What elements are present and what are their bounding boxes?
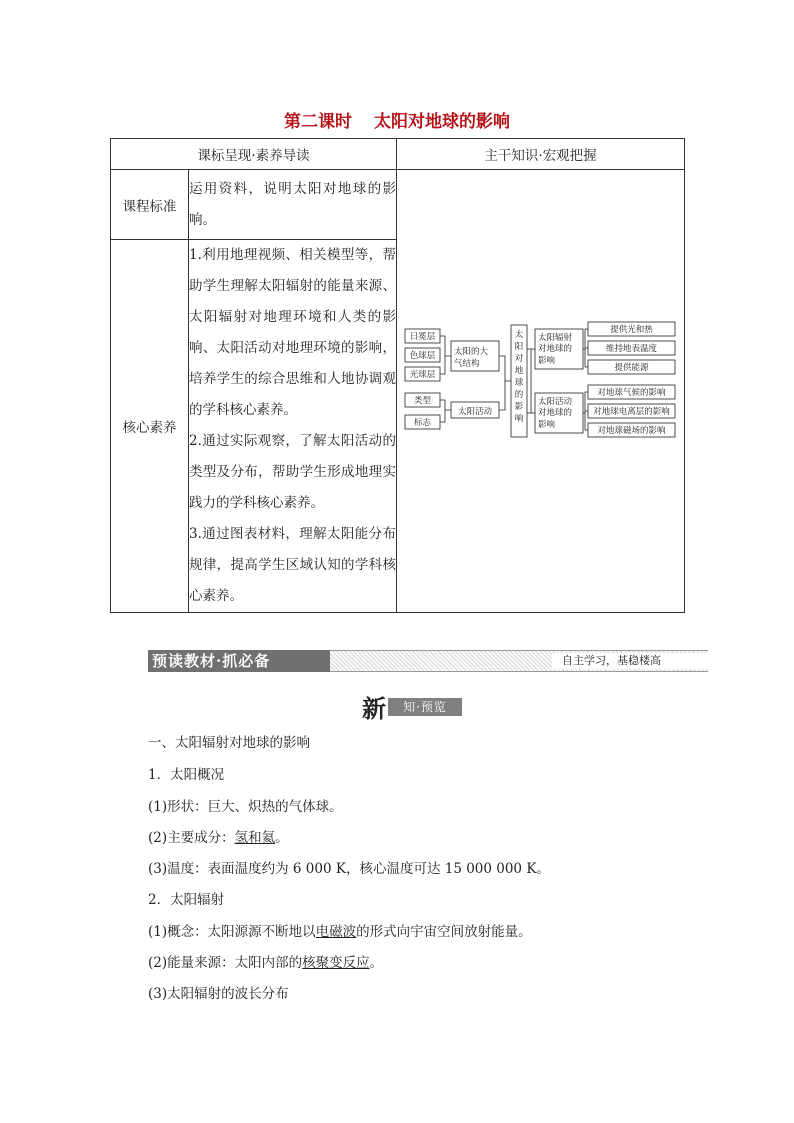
radiation-concept: (1)概念：太阳源源不断地以电磁波的形式向宇宙空间放射能量。 [148,924,532,940]
leaf-climate: 对地球气候的影响 [597,388,666,398]
literacy-item-2: 2.通过实际观察，了解太阳活动的类型及分布，帮助学生形成地理实践力的学科核心素养。 [189,433,396,511]
section-tag-label: 知·预览 [388,698,462,716]
svg-text:响: 响 [514,414,524,424]
sun-temperature: (3)温度：表面温度约为 6 000 K，核心温度可达 15 000 000 K。 [148,861,550,877]
radiation-effect-line1: 太阳辐射 [538,333,573,343]
svg-text:球: 球 [514,378,524,388]
header-knowledge: 主干知识·宏观把握 [397,139,685,170]
svg-text:地: 地 [514,366,524,376]
heading-radiation: 一、太阳辐射对地球的影响 [148,735,310,751]
activity-sign: 标志 [413,418,432,428]
leaf-light-heat: 提供光和热 [610,325,653,335]
section-tag-big: 新 [362,694,386,723]
activity-node: 太阳活动 [457,407,493,417]
activity-effect-line2: 对地球的 [538,408,573,418]
knowledge-diagram-cell [397,170,685,613]
svg-text:太: 太 [514,330,524,340]
answer-fusion: 核聚变反应 [302,955,370,971]
sun-composition: (2)主要成分：氢和氦。 [148,830,289,846]
lesson-title [0,107,794,132]
layer-photosphere: 光球层 [409,370,436,380]
banner-title: 预读教材·抓必备 [148,650,330,672]
subheading-radiation: 2．太阳辐射 [148,892,225,908]
section-tag [362,693,463,723]
svg-text:对: 对 [514,354,524,364]
radiation-wavelength: (3)太阳辐射的波长分布 [148,986,289,1002]
structure-line2: 气结构 [454,359,480,369]
answer-composition: 氢和氦 [234,830,276,846]
activity-effect-line3: 影响 [538,420,556,430]
svg-text:阳: 阳 [514,342,524,352]
row-label-standard: 课程标准 [111,170,189,240]
leaf-ionosphere: 对地球电离层的影响 [593,407,670,417]
overview-table [110,138,685,613]
banner-subtitle: 自主学习，基稳楼高 [552,653,708,669]
svg-text:的: 的 [514,390,524,400]
leaf-magnetic-field: 对地球磁场的影响 [597,426,666,436]
radiation-energy-source: (2)能量来源：太阳内部的核聚变反应。 [148,955,384,971]
answer-em-wave: 电磁波 [315,924,357,940]
center-node-text [515,329,524,424]
svg-text:影: 影 [514,402,524,412]
leaf-energy: 提供能源 [614,363,649,373]
literacy-text [189,240,397,613]
structure-line1: 太阳的大 [454,347,489,357]
literacy-item-3: 3.通过图表材料，理解太阳能分布规律，提高学生区域认知的学科核心素养。 [189,526,396,604]
header-standards: 课标呈现·素养导读 [111,139,397,170]
sun-shape: (1)形状：巨大、炽热的气体球。 [148,799,343,815]
activity-effect-line1: 太阳活动 [538,397,573,407]
literacy-item-1: 1.利用地理视频、相关模型等，帮助学生理解太阳辐射的能量来源、太阳辐射对地理环境和人类的影响、太阳活动对地理环境的影响，培养学生的综合思维和人地协调观的学科核心素养。 [189,247,396,418]
lesson-topic: 太阳对地球的影响 [374,112,510,132]
row-label-literacy: 核心素养 [111,240,189,613]
radiation-effect-line3: 影响 [538,356,556,366]
standard-text: 运用资料，说明太阳对地球的影响。 [189,170,397,240]
radiation-effect-line2: 对地球的 [538,344,573,354]
activity-type: 类型 [413,396,432,406]
layer-corona: 日冕层 [409,332,436,342]
lesson-number: 第二课时 [284,112,352,132]
layer-chromosphere: 色球层 [409,351,436,361]
knowledge-diagram [397,170,686,610]
leaf-surface-temp: 维持地表温度 [605,344,658,354]
subheading-sun: 1．太阳概况 [148,767,225,783]
preview-banner [148,650,708,672]
